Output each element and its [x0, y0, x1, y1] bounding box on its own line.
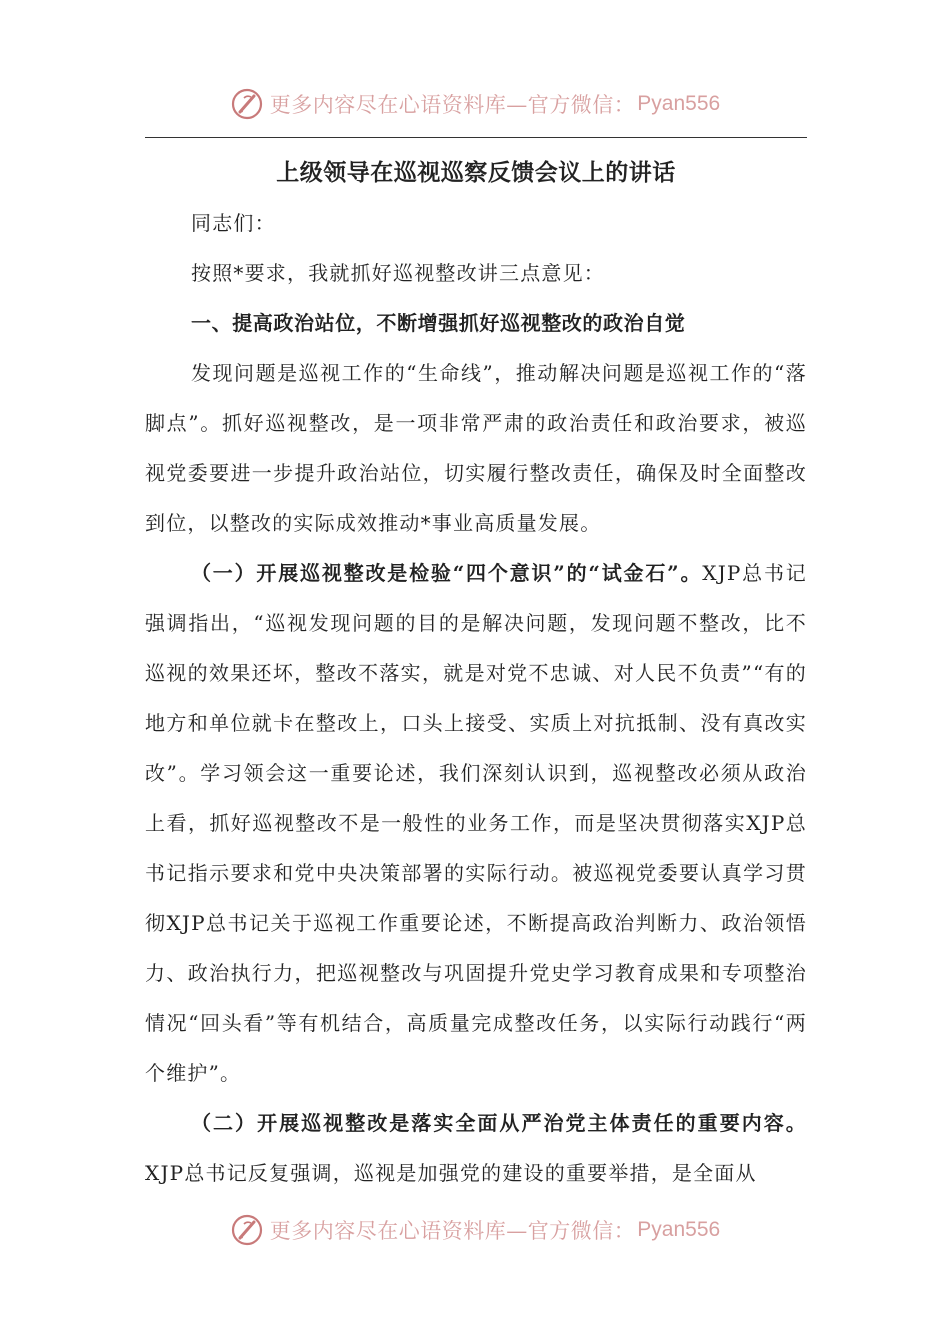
- footer-banner: [0, 1210, 950, 1250]
- pen-logo-icon: [230, 87, 264, 121]
- banner-text: 更多内容尽在心语资料库—官方微信：: [269, 93, 636, 117]
- intro-paragraph: 按照*要求，我就抓好巡视整改讲三点意见：: [191, 261, 605, 285]
- pen-logo-icon: [230, 1213, 264, 1247]
- subsection1-lead: （一）开展巡视整改是检验“四个意识”的“试金石”。: [191, 561, 703, 585]
- greeting: 同志们：: [191, 211, 276, 235]
- header-banner: [0, 84, 950, 124]
- banner-wechat-id: Pyan556: [637, 1218, 721, 1241]
- subsection2-body: XJP总书记反复强调，巡视是加强党的建设的重要举措，是全面从: [145, 1161, 757, 1185]
- subsection1-body: XJP总书记强调指出，“巡视发现问题的目的是解决问题，发现问题不整改，比不巡视的效果还坏，整改不落实，就是对党不忠诚、对人民不负责”“有的地方和单位就卡在整改上，口头上接受、实质上对抗抵制、没有真改实改”。学习领会这一重要论述，我们深刻认识到，巡视整改必须从政治上看，抓好巡视整改不是一般性的业务工作，而是坚决贯彻落实XJP总书记指示要求和党中央决策部署的实际行动。被巡视党委要认真学习贯彻XJP总书记关于巡视工作重要论述，不断提高政治判断力、政治领悟力、政治执行力，把巡视整改与巩固提升党史学习教育成果和专项整治情况“回头看”等有机结合，高质量完成整改任务，以实际行动践行“两个维护”。: [145, 561, 807, 1085]
- header-divider: [145, 137, 807, 138]
- section1-paragraph: 发现问题是巡视工作的“生命线”，推动解决问题是巡视工作的“落脚点”。抓好巡视整改，是一项非常严肃的政治责任和政治要求，被巡视党委要进一步提升政治站位，切实履行整改责任，确保及时全面整改到位，以整改的实际成效推动*事业高质量发展。: [145, 361, 807, 535]
- subsection1-paragraph: [145, 548, 807, 1098]
- document-body: [145, 148, 807, 1198]
- subsection2-paragraph: [145, 1098, 807, 1198]
- subsection2-lead: （二）开展巡视整改是落实全面从严治党主体责任的重要内容。: [191, 1111, 807, 1135]
- section1-heading: 一、提高政治站位，不断增强抓好巡视整改的政治自觉: [191, 311, 686, 335]
- banner-text: 更多内容尽在心语资料库—官方微信：: [269, 1219, 636, 1243]
- document-title: 上级领导在巡视巡察反馈会议上的讲话: [276, 159, 676, 186]
- banner-wechat-id: Pyan556: [637, 92, 721, 115]
